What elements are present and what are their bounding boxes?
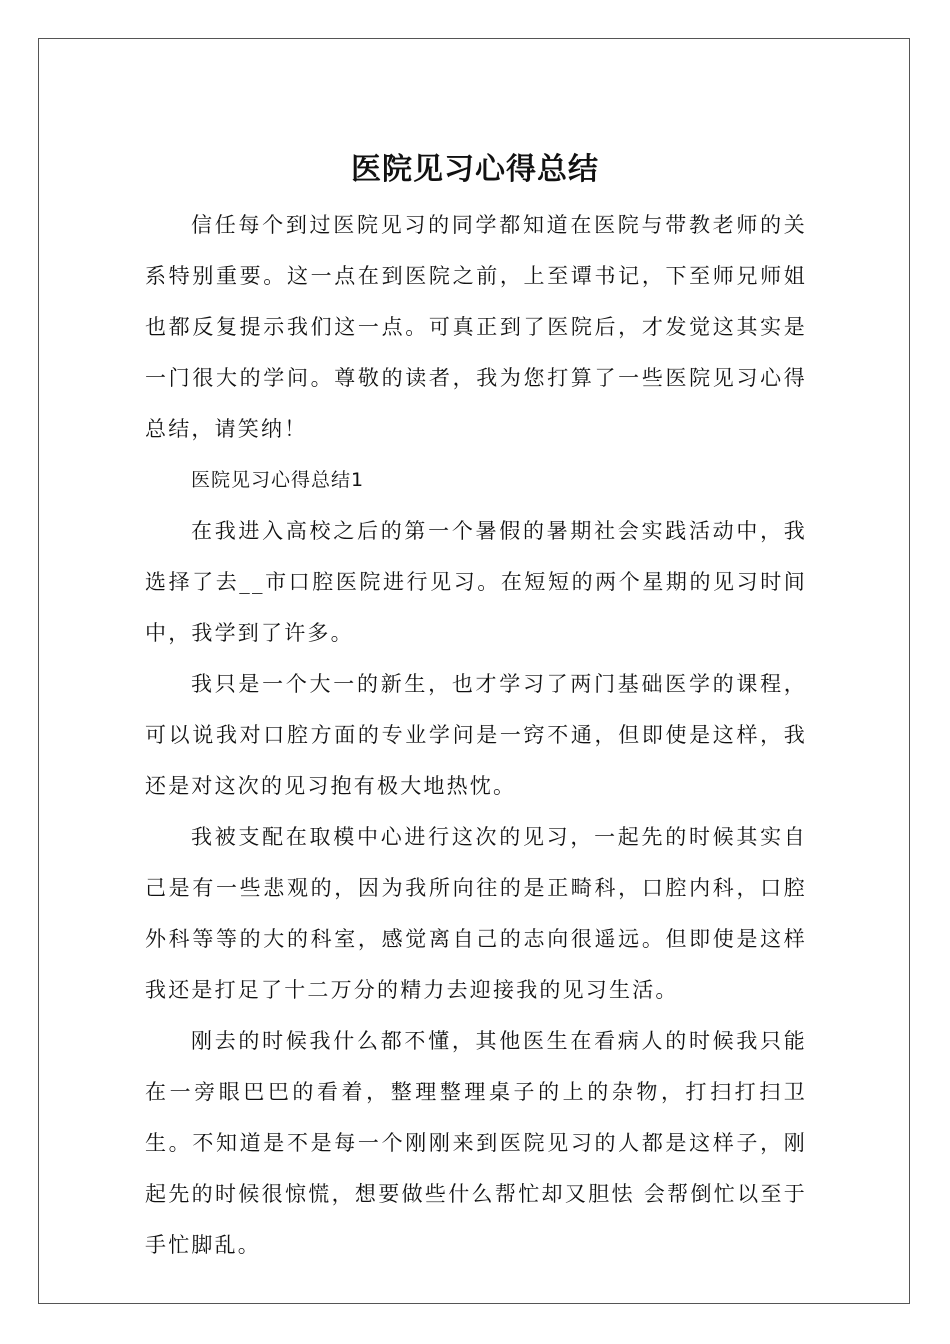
document-title: 医院见习心得总结	[351, 152, 599, 188]
body-paragraph: 刚去的时候我什么都不懂，其他医生在看病人的时候我只能在一旁眼巴巴的看着，整理整理桌子的上的杂物，打扫打扫卫生。不知道是不是每一个刚刚来到医院见习的人都是这样子，刚起先的时候很惊慌，想要做些什么帮忙却又胆怯 会帮倒忙以至于手忙脚乱。	[145, 1029, 807, 1257]
document-body	[145, 200, 807, 1271]
intro-paragraph: 信任每个到过医院见习的同学都知道在医院与带教老师的关系特别重要。这一点在到医院之前，上至谭书记，下至师兄师姐也都反复提示我们这一点。可真正到了医院后，才发觉这其实是一门很大的学问。尊敬的读者，我为您打算了一些医院见习心得总结，请笑纳！	[145, 213, 807, 441]
section-heading: 医院见习心得总结1	[191, 469, 365, 491]
body-paragraph: 我只是一个大一的新生，也才学习了两门基础医学的课程，可以说我对口腔方面的专业学问是一窍不通，但即使是这样，我还是对这次的见习抱有极大地热忱。	[145, 672, 807, 798]
body-paragraph: 我被支配在取模中心进行这次的见习，一起先的时候其实自己是有一些悲观的，因为我所向往的是正畸科，口腔内科，口腔外科等等的大的科室，感觉离自己的志向很遥远。但即使是这样我还是打足了十二万分的精力去迎接我的见习生活。	[145, 825, 807, 1002]
body-paragraph: 在我进入高校之后的第一个暑假的暑期社会实践活动中，我选择了去__市口腔医院进行见习。在短短的两个星期的见习时间中，我学到了许多。	[145, 519, 807, 645]
